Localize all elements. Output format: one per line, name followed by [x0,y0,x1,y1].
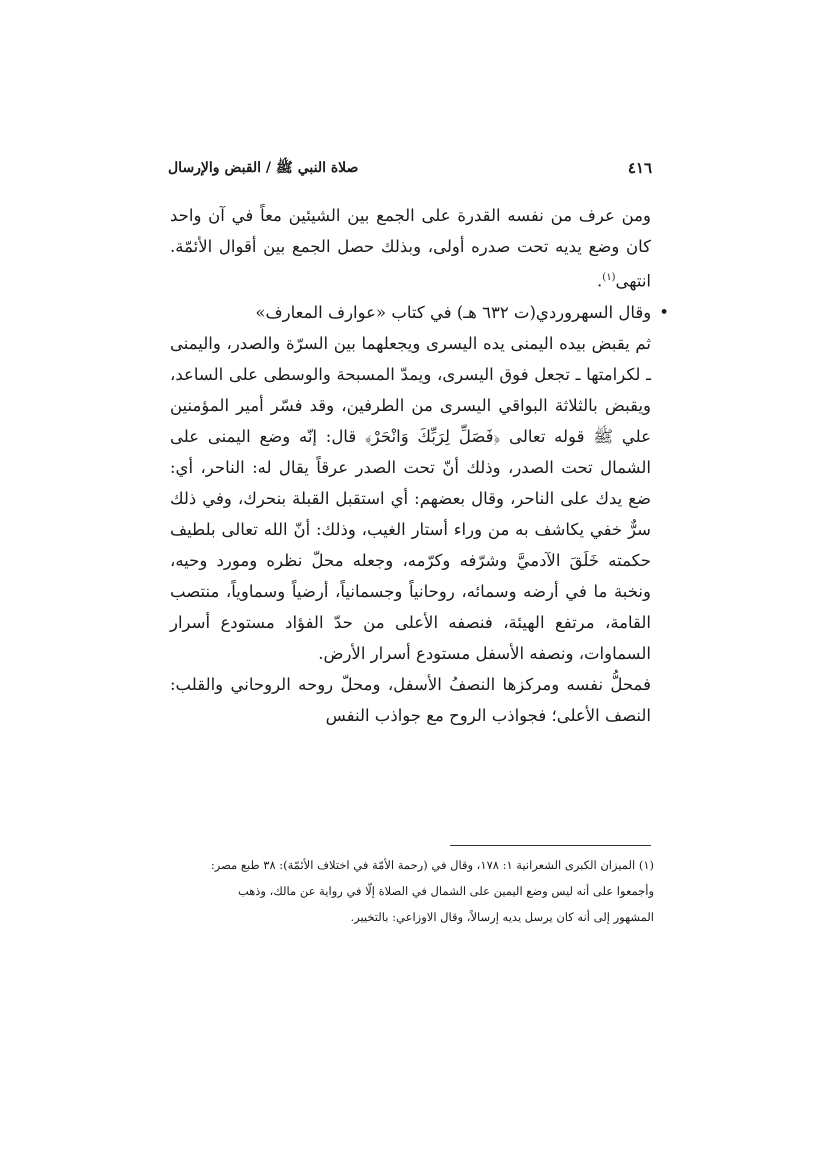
bullet-item [188,297,669,328]
footnote-divider [450,845,651,846]
footnote-line: (١) الميزان الكبرى الشعرانية ١: ١٧٨، وقال في (رحمة الأمّة في اختلاف الأئمّة): ٣٨ طبع مصر: [210,858,654,872]
footnote-reference: (١) [602,272,616,283]
footnote-line: المشهور إلى أنه كان يرسل يديه إرسالاً، وقال الاوزاعي: بالتخيير. [350,910,654,924]
footnotes [170,852,654,930]
bullet-text: وقال السهروردي(ت ٦٣٢ هـ) في كتاب «عوارف المعارف» [255,302,652,322]
bullet-icon: • [659,302,669,322]
paragraph: ثم يقبض بيده اليمنى يده اليسرى ويجعلهما بين السرّة والصدر، واليمنى ـ لكرامتها ـ تجعل فوق اليسرى، ويمدّ المسبحة والوسطى على الساعد، ويقبض بالثلاثة البواقي اليسرى من الطرفين، وقد فسّر أمير المؤمنين علي ﷺ قوله تعالى ﴿فَصَلِّ لِرَبِّكَ وَانْحَرْ﴾ قال: إنّه وضع اليمنى على الشمال تحت الصدر، وذلك أنّ تحت الصدر عرقاً يقال له: الناحر، أي: ضع يدك على الناحر، وقال بعضهم: أي استقبل القبلة بنحرك، وفي ذلك سرٌّ خفي يكاشف به من وراء أستار الغيب، وذلك: أنّ الله تعالى بلطيف حكمته خَلَقَ الآدميَّ وشرّفه وكرّمه، وجعله محلّ نظره ومورد وحيه، ونخبة ما في أرضه وسمائه، روحانياً وجسمانياً، أرضياً وسماوياً، منتصب القامة، مرتفع الهيئة، فنصفه الأعلى من حدّ الفؤاد مستودع أسرار السماوات، ونصفه الأسفل مستودع أسرار الأرض. [170,333,651,663]
page-header [168,159,652,185]
paragraph: فمحلُّ نفسه ومركزها النصفُ الأسفل، ومحلّ روحه الروحاني والقلب: النصف الأعلى؛ فجواذب الروح مع جواذب النفس [170,674,651,725]
main-text [170,200,669,731]
paragraph-text: ومن عرف من نفسه القدرة على الجمع بين الشيئين معاً في آن واحد كان وضع يديه تحت صدره أولى، وبذلك حصل الجمع بين أقوال الأئمّة. انتهى [170,206,651,291]
page-number: ٤١٦ [627,159,652,177]
running-title: صلاة النبي ﷺ / القبض والإرسال [168,160,359,176]
paragraph: ومن عرف من نفسه القدرة على الجمع بين الشيئين معاً في آن واحد كان وضع يديه تحت صدره أولى، وبذلك حصل الجمع بين أقوال الأئمّة. انتهى$^{(١)}$. [170,206,651,291]
footnote-line: وأجمعوا على أنه ليس وضع اليمين على الشمال في الصلاة إلّا في رواية عن مالك، وذهب [237,884,654,898]
